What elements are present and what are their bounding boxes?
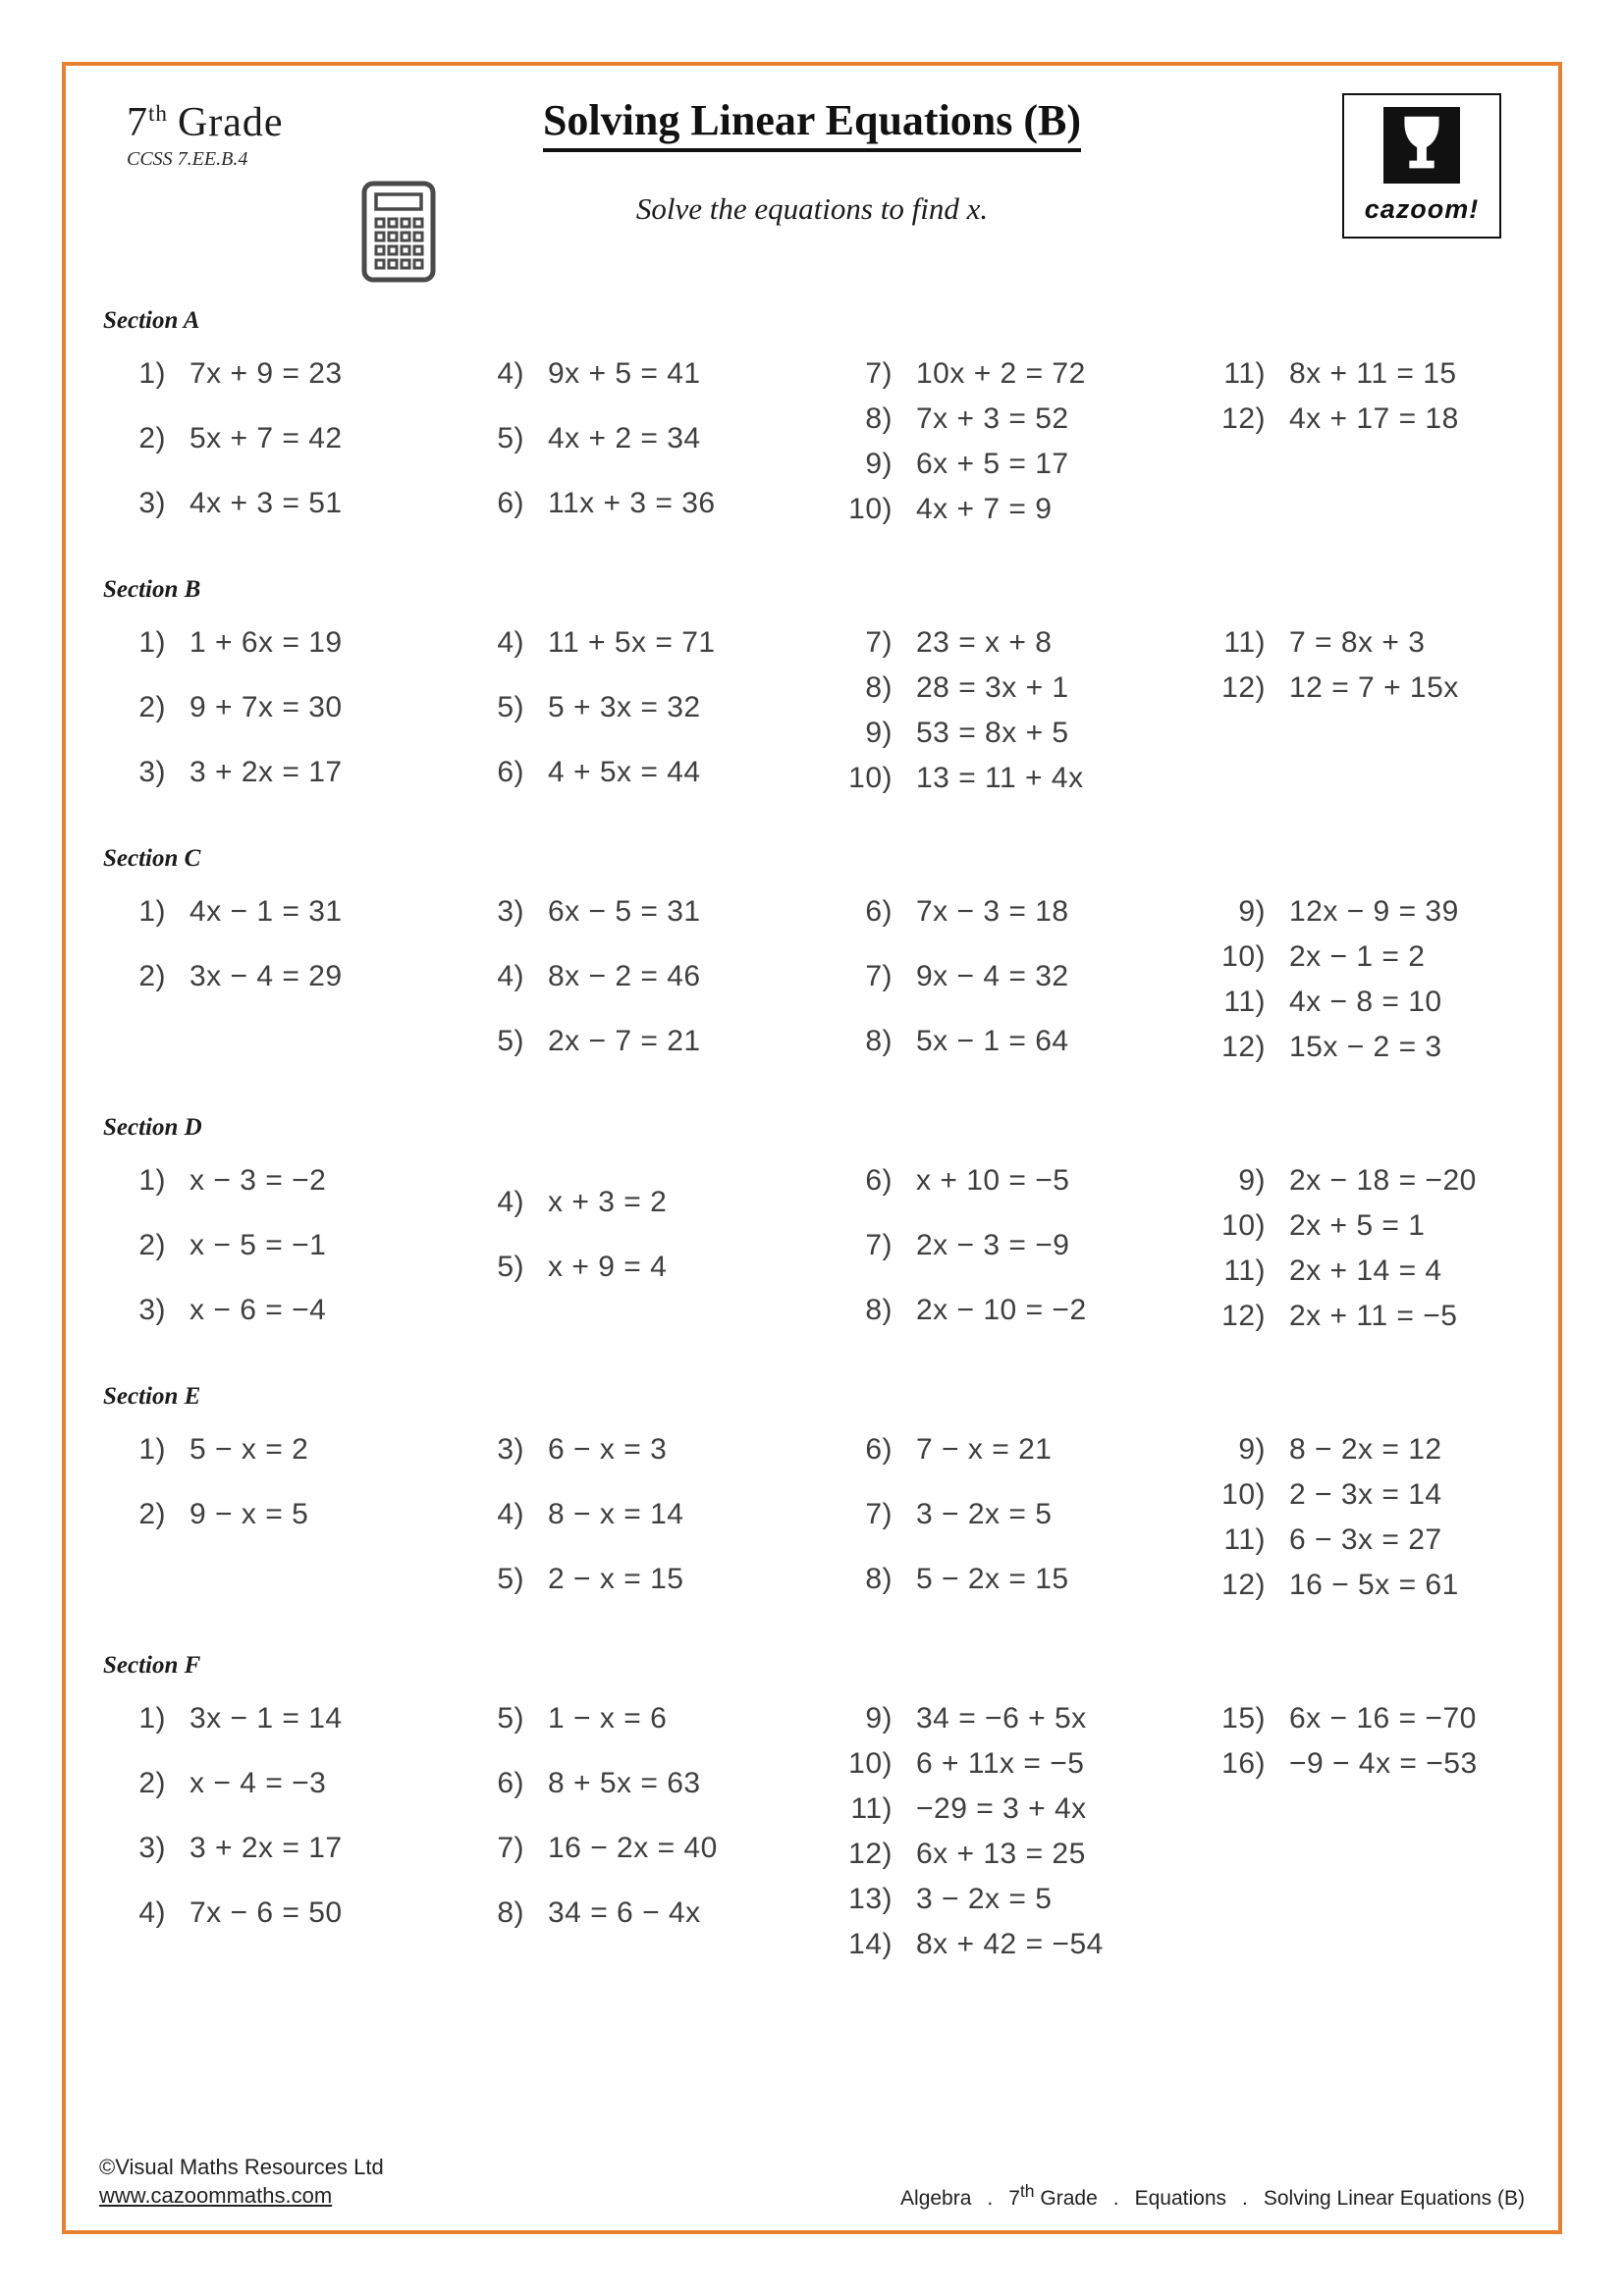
equation-number: 7) [497,1832,524,1864]
equation-number: 11) [1223,1523,1266,1556]
equation-text: 2x − 3 = −9 [916,1229,1070,1261]
trail-separator: . [1242,2187,1248,2210]
equation-number: 7) [865,626,893,659]
equation-text: 8x − 2 = 46 [548,960,701,992]
equation-number: 8) [865,1563,893,1595]
equation-item [460,1497,828,1532]
equation-number: 1) [138,895,166,928]
equation-text: 9 − x = 5 [189,1498,309,1530]
equation-number: 5) [497,1563,524,1595]
equation-text: 2x − 1 = 2 [1289,940,1426,973]
equation-text: 16 − 5x = 61 [1289,1569,1459,1601]
equation-text: 6 − x = 3 [548,1433,668,1466]
equation-number: 12) [1221,1031,1266,1063]
equation-text: 9x − 4 = 32 [916,960,1069,992]
equation-number: 11) [1223,357,1266,390]
equation-number: 9) [1238,1433,1266,1466]
equation-item [828,1228,1201,1263]
equation-text: 7x − 3 = 18 [916,895,1069,928]
equation-text: 34 = −6 + 5x [916,1702,1087,1735]
equation-item [1201,894,1525,930]
equation-text: x − 6 = −4 [189,1294,327,1326]
equation-item [101,486,460,521]
equation-text: 23 = x + 8 [916,626,1053,659]
equation-item [1201,1030,1525,1065]
equation-number: 12) [1221,402,1266,435]
footer [99,2153,1525,2211]
equation-number: 8) [865,1294,893,1326]
equation-number: 9) [865,1702,893,1735]
equation-number: 11) [1223,626,1266,659]
equation-number: 6) [865,1433,893,1466]
equation-number: 5) [497,1025,524,1057]
equation-item [460,1432,828,1468]
equation-item [828,1791,1201,1827]
equation-item [460,690,828,725]
equation-number: 14) [848,1928,893,1960]
page-title: Solving Linear Equations (B) [543,95,1081,152]
equation-number: 11) [850,1792,893,1825]
equation-text: 53 = 8x + 5 [916,717,1069,749]
equation-number: 9) [865,448,893,480]
equation-text: 6x − 16 = −70 [1289,1702,1477,1735]
equation-number: 4) [138,1896,166,1929]
equation-number: 3) [138,756,166,788]
equation-number: 5) [497,1702,524,1735]
equation-text: 2 − x = 15 [548,1563,684,1595]
equation-number: 3) [497,895,524,928]
equation-item [1201,1522,1525,1558]
equation-text: 3 − 2x = 5 [916,1883,1053,1915]
grade-number: 7 [127,100,148,145]
equation-number: 10) [848,1747,893,1780]
equation-text: 2 − 3x = 14 [1289,1478,1442,1511]
trail-separator: . [1112,2187,1119,2210]
equation-number: 15) [1221,1702,1266,1735]
equation-text: 11x + 3 = 36 [548,487,716,519]
equation-text: 12x − 9 = 39 [1289,895,1459,928]
equation-item [828,1746,1201,1782]
equation-text: 3x − 4 = 29 [189,960,343,992]
equation-text: 4x + 7 = 9 [916,493,1053,525]
equation-item [828,716,1201,751]
equation-text: x − 4 = −3 [189,1767,327,1799]
grade-word: Grade [177,100,284,145]
equation-text: x − 5 = −1 [189,1229,327,1261]
instructions-text: Solve the equations to find x. [635,191,989,226]
equation-text: 2x − 10 = −2 [916,1294,1087,1326]
equation-item [101,1228,460,1263]
equation-text: x + 10 = −5 [916,1164,1070,1197]
equation-text: 13 = 11 + 4x [916,762,1084,794]
equation-text: 8 − x = 14 [548,1498,684,1530]
equation-item [828,1497,1201,1532]
equation-text: 6x − 5 = 31 [548,895,701,928]
equation-item [460,894,828,930]
equation-number: 7) [865,357,893,390]
equation-item [101,1497,460,1532]
equation-item [1201,1254,1525,1289]
equation-item [828,1882,1201,1917]
equation-text: 8 − 2x = 12 [1289,1433,1442,1466]
equation-text: 2x + 14 = 4 [1289,1255,1442,1287]
website-link[interactable]: www.cazoommaths.com [99,2183,333,2209]
equation-text: 7x + 9 = 23 [189,357,343,390]
footer-breadcrumb [900,2181,1525,2211]
equation-number: 3) [138,1294,166,1326]
equation-number: 2) [138,422,166,454]
grade-block [127,99,284,171]
section-label: Section D [103,1114,202,1141]
equation-text: 2x − 18 = −20 [1289,1164,1477,1197]
section-c [101,845,1525,1089]
equation-item [101,625,460,661]
equation-text: 1 − x = 6 [548,1702,668,1735]
equation-text: 9x + 5 = 41 [548,357,701,390]
equation-number: 10) [848,762,893,794]
equation-number: 5) [497,691,524,723]
equation-item [1201,939,1525,975]
equation-number: 8) [865,1025,893,1057]
equation-text: 1 + 6x = 19 [189,626,343,659]
equation-text: 3x − 1 = 14 [189,1702,343,1735]
equation-number: 7) [865,1229,893,1261]
equation-number: 2) [138,691,166,723]
equation-item [101,959,460,994]
equation-text: 10x + 2 = 72 [916,357,1086,390]
trail-part: Equations [1134,2187,1226,2210]
equation-number: 2) [138,1229,166,1261]
equation-text: 4x + 2 = 34 [548,422,701,454]
equation-text: 2x + 11 = −5 [1289,1300,1458,1332]
equation-number: 8) [865,402,893,435]
equation-number: 8) [497,1896,524,1929]
equation-number: 16) [1221,1747,1266,1780]
equation-number: 6) [497,487,524,519]
equation-item [101,421,460,456]
equation-text: 5 + 3x = 32 [548,691,701,723]
equation-item [1201,1299,1525,1334]
equation-item [101,690,460,725]
equation-item [828,401,1201,437]
equation-text: 7x − 6 = 50 [189,1896,343,1929]
equation-text: 3 − 2x = 5 [916,1498,1053,1530]
equation-text: 4x + 3 = 51 [189,487,343,519]
equation-number: 10) [1221,940,1266,973]
equation-number: 4) [497,357,524,390]
equation-number: 11) [1223,986,1266,1018]
equation-number: 1) [138,357,166,390]
equation-item [101,894,460,930]
equation-text: 6x + 13 = 25 [916,1838,1086,1870]
equation-number: 6) [497,756,524,788]
equation-text: x − 3 = −2 [189,1164,327,1197]
equation-item [828,959,1201,994]
equation-item [1201,401,1525,437]
equation-text: −9 − 4x = −53 [1289,1747,1478,1780]
equation-text: 8x + 11 = 15 [1289,357,1457,390]
equation-number: 2) [138,1498,166,1530]
sections [99,307,1525,1972]
equation-item [828,492,1201,527]
equation-item [101,356,460,392]
equation-number: 9) [1238,895,1266,928]
section-f [101,1652,1525,1972]
equation-number: 2) [138,960,166,992]
equation-number: 3) [497,1433,524,1466]
trail-part: 7th Grade [1008,2181,1098,2210]
equation-item [828,1701,1201,1736]
equation-text: 2x − 7 = 21 [548,1025,701,1057]
equation-item [1201,1208,1525,1244]
equation-number: 10) [1221,1478,1266,1511]
goblet-icon [1383,107,1460,188]
cazoom-logo [1342,93,1501,239]
equation-number: 7) [865,960,893,992]
equation-item [828,761,1201,796]
equation-number: 1) [138,626,166,659]
section-a [101,307,1525,551]
equation-item [828,625,1201,661]
equation-text: 2x + 5 = 1 [1289,1209,1426,1242]
equation-text: 11 + 5x = 71 [548,626,716,659]
equation-item [828,1837,1201,1872]
equation-number: 5) [497,1251,524,1283]
equation-number: 8) [865,671,893,704]
section-label: Section A [103,307,200,334]
footer-left [99,2153,384,2211]
equation-item [828,1163,1201,1199]
page-border-frame [62,62,1562,2234]
trail-part: Algebra [900,2187,972,2210]
equation-item [1201,1746,1525,1782]
equation-number: 4) [497,1498,524,1530]
equation-text: 6 − 3x = 27 [1289,1523,1442,1556]
equation-number: 1) [138,1164,166,1197]
equation-item [828,1562,1201,1597]
equation-text: 7x + 3 = 52 [916,402,1069,435]
equation-item [460,1701,828,1736]
equation-item [460,959,828,994]
title-block [351,95,1273,227]
equation-number: 12) [1221,1569,1266,1601]
equation-text: 28 = 3x + 1 [916,671,1069,704]
section-label: Section F [103,1652,201,1679]
equation-item [460,1896,828,1931]
equation-text: 9 + 7x = 30 [189,691,343,723]
equation-number: 10) [1221,1209,1266,1242]
equation-text: 4x + 17 = 18 [1289,402,1459,435]
equation-item [1201,670,1525,706]
equation-number: 4) [497,960,524,992]
equation-number: 4) [497,626,524,659]
grade-suffix: th [148,100,168,126]
equation-item [101,1896,460,1931]
equation-item [828,356,1201,392]
equation-item [101,1766,460,1801]
equation-number: 6) [865,1164,893,1197]
equation-item [828,447,1201,482]
equation-item [460,356,828,392]
section-label: Section E [103,1383,201,1410]
logo-text: cazoom! [1364,194,1480,224]
equation-item [828,1927,1201,1962]
equation-item [1201,1568,1525,1603]
equation-number: 12) [848,1838,893,1870]
equation-text: 5x + 7 = 42 [189,422,343,454]
equation-item [460,1250,828,1285]
copyright-text: ©Visual Maths Resources Ltd [99,2154,384,2179]
equation-text: 5 − x = 2 [189,1433,309,1466]
equation-text: 7 = 8x + 3 [1289,626,1426,659]
equation-text: 8 + 5x = 63 [548,1767,701,1799]
equation-number: 6) [865,895,893,928]
header [99,93,1525,307]
equation-text: 4x − 1 = 31 [189,895,343,928]
equation-number: 9) [1238,1164,1266,1197]
equation-item [1201,1477,1525,1513]
equation-number: 10) [848,493,893,525]
section-e [101,1383,1525,1627]
equation-text: 5x − 1 = 64 [916,1025,1069,1057]
section-d [101,1114,1525,1358]
equation-item [460,625,828,661]
equation-item [460,1185,828,1220]
equation-number: 2) [138,1767,166,1799]
grade-heading [127,99,284,146]
equation-item [828,670,1201,706]
equation-number: 11) [1223,1255,1266,1287]
equation-text: 4 + 5x = 44 [548,756,701,788]
equation-number: 7) [865,1498,893,1530]
equation-item [1201,1163,1525,1199]
equation-number: 5) [497,422,524,454]
equation-item [101,755,460,790]
equation-text: 7 − x = 21 [916,1433,1053,1466]
equation-text: 6x + 5 = 17 [916,448,1069,480]
equation-item [828,1024,1201,1059]
equation-item [460,421,828,456]
equation-text: 16 − 2x = 40 [548,1832,718,1864]
equation-item [101,1293,460,1328]
ccss-code: CCSS 7.EE.B.4 [127,148,248,170]
equation-number: 3) [138,487,166,519]
equation-text: 12 = 7 + 15x [1289,671,1459,704]
equation-number: 4) [497,1186,524,1218]
equation-text: x + 3 = 2 [548,1186,668,1218]
equation-text: −29 = 3 + 4x [916,1792,1087,1825]
equation-item [1201,985,1525,1020]
equation-item [460,1831,828,1866]
equation-item [1201,356,1525,392]
equation-number: 1) [138,1702,166,1735]
equation-text: 34 = 6 − 4x [548,1896,701,1929]
equation-item [460,486,828,521]
equation-item [828,894,1201,930]
equation-item [460,1562,828,1597]
equation-text: 5 − 2x = 15 [916,1563,1069,1595]
equation-number: 3) [138,1832,166,1864]
equation-item [460,1024,828,1059]
equation-item [1201,1701,1525,1736]
section-b [101,576,1525,820]
equation-item [460,1766,828,1801]
trail-separator: . [987,2187,994,2210]
equation-item [101,1701,460,1736]
section-label: Section C [103,845,201,872]
equation-item [101,1432,460,1468]
equation-text: 3 + 2x = 17 [189,1832,343,1864]
equation-item [1201,1432,1525,1468]
equation-item [460,755,828,790]
equation-text: 15x − 2 = 3 [1289,1031,1442,1063]
equation-text: 6 + 11x = −5 [916,1747,1085,1780]
equation-number: 1) [138,1433,166,1466]
equation-item [101,1831,460,1866]
equation-text: 3 + 2x = 17 [189,756,343,788]
equation-number: 13) [848,1883,893,1915]
equation-item [1201,625,1525,661]
trail-part: Solving Linear Equations (B) [1263,2187,1525,2210]
equation-text: 8x + 42 = −54 [916,1928,1104,1960]
equation-item [828,1432,1201,1468]
equation-number: 6) [497,1767,524,1799]
equation-number: 12) [1221,1300,1266,1332]
equation-text: x + 9 = 4 [548,1251,668,1283]
equation-item [828,1293,1201,1328]
section-label: Section B [103,576,201,603]
equation-number: 12) [1221,671,1266,704]
equation-item [101,1163,460,1199]
equation-number: 9) [865,717,893,749]
equation-text: 4x − 8 = 10 [1289,986,1442,1018]
